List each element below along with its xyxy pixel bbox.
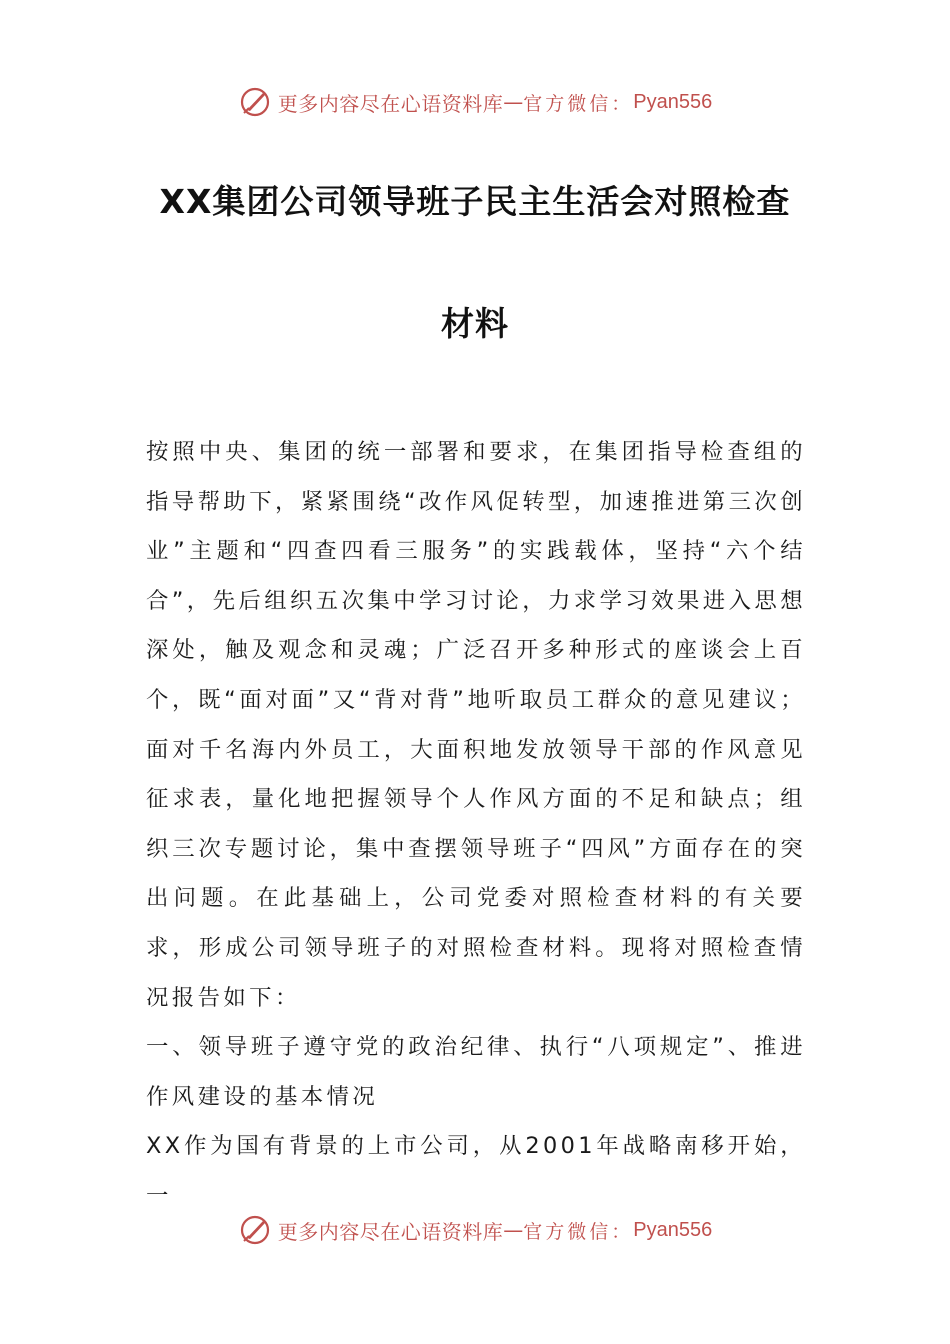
banner-text: 更多内容尽在心语资料库 (277, 1219, 504, 1244)
banner-separator: — (503, 1218, 524, 1242)
intro-paragraph: 按照中央、集团的统一部署和要求，在集团指导检查组的指导帮助下，紧紧围绕“改作风促转型，加速推进第三次创业”主题和“四查四看三服务”的实践载体，坚持“六个结合”，先后组织五次集中学习讨论，力求学习效果进入思想深处，触及观念和灵魂；广泛召开多种形式的座谈会上百个，既“面对面”又“背对背”地听取员工群众的意见建议；面对千名海内外员工，大面积地发放领导干部的作风意见征求表，量化地把握领导个人作风方面的不足和缺点；组织三次专题讨论，集中查摆领导班子“四风”方面存在的突出问题。在此基础上，公司党委对照检查材料的有关要求，形成公司领导班子的对照检查材料。现将对照检查情况报告如下： (146, 439, 806, 1011)
quill-logo-icon (238, 1213, 272, 1247)
banner-label: 官方微信： (523, 92, 634, 115)
banner-text: 更多内容尽在心语资料库 (277, 91, 504, 116)
section-heading-1: 一、领导班子遵守党的政治纪律、执行“八项规定”、推进作风建设的基本情况 (146, 1034, 806, 1110)
banner-wechat-id: Pyan556 (633, 90, 713, 113)
banner-wechat-id: Pyan556 (633, 1218, 713, 1241)
section-paragraph-1: XX作为国有背景的上市公司，从2001年战略南移开始，一 (146, 1133, 806, 1209)
document-title-line2: 材料 (441, 304, 509, 343)
document-body (146, 428, 806, 1222)
document-title-line1: XX集团公司领导班子民主生活会对照检查 (159, 182, 791, 221)
footer-banner (0, 1210, 950, 1250)
quill-logo-icon (238, 85, 272, 119)
banner-label: 官方微信： (523, 1220, 634, 1243)
banner-separator: — (503, 90, 524, 114)
header-banner (0, 82, 950, 122)
